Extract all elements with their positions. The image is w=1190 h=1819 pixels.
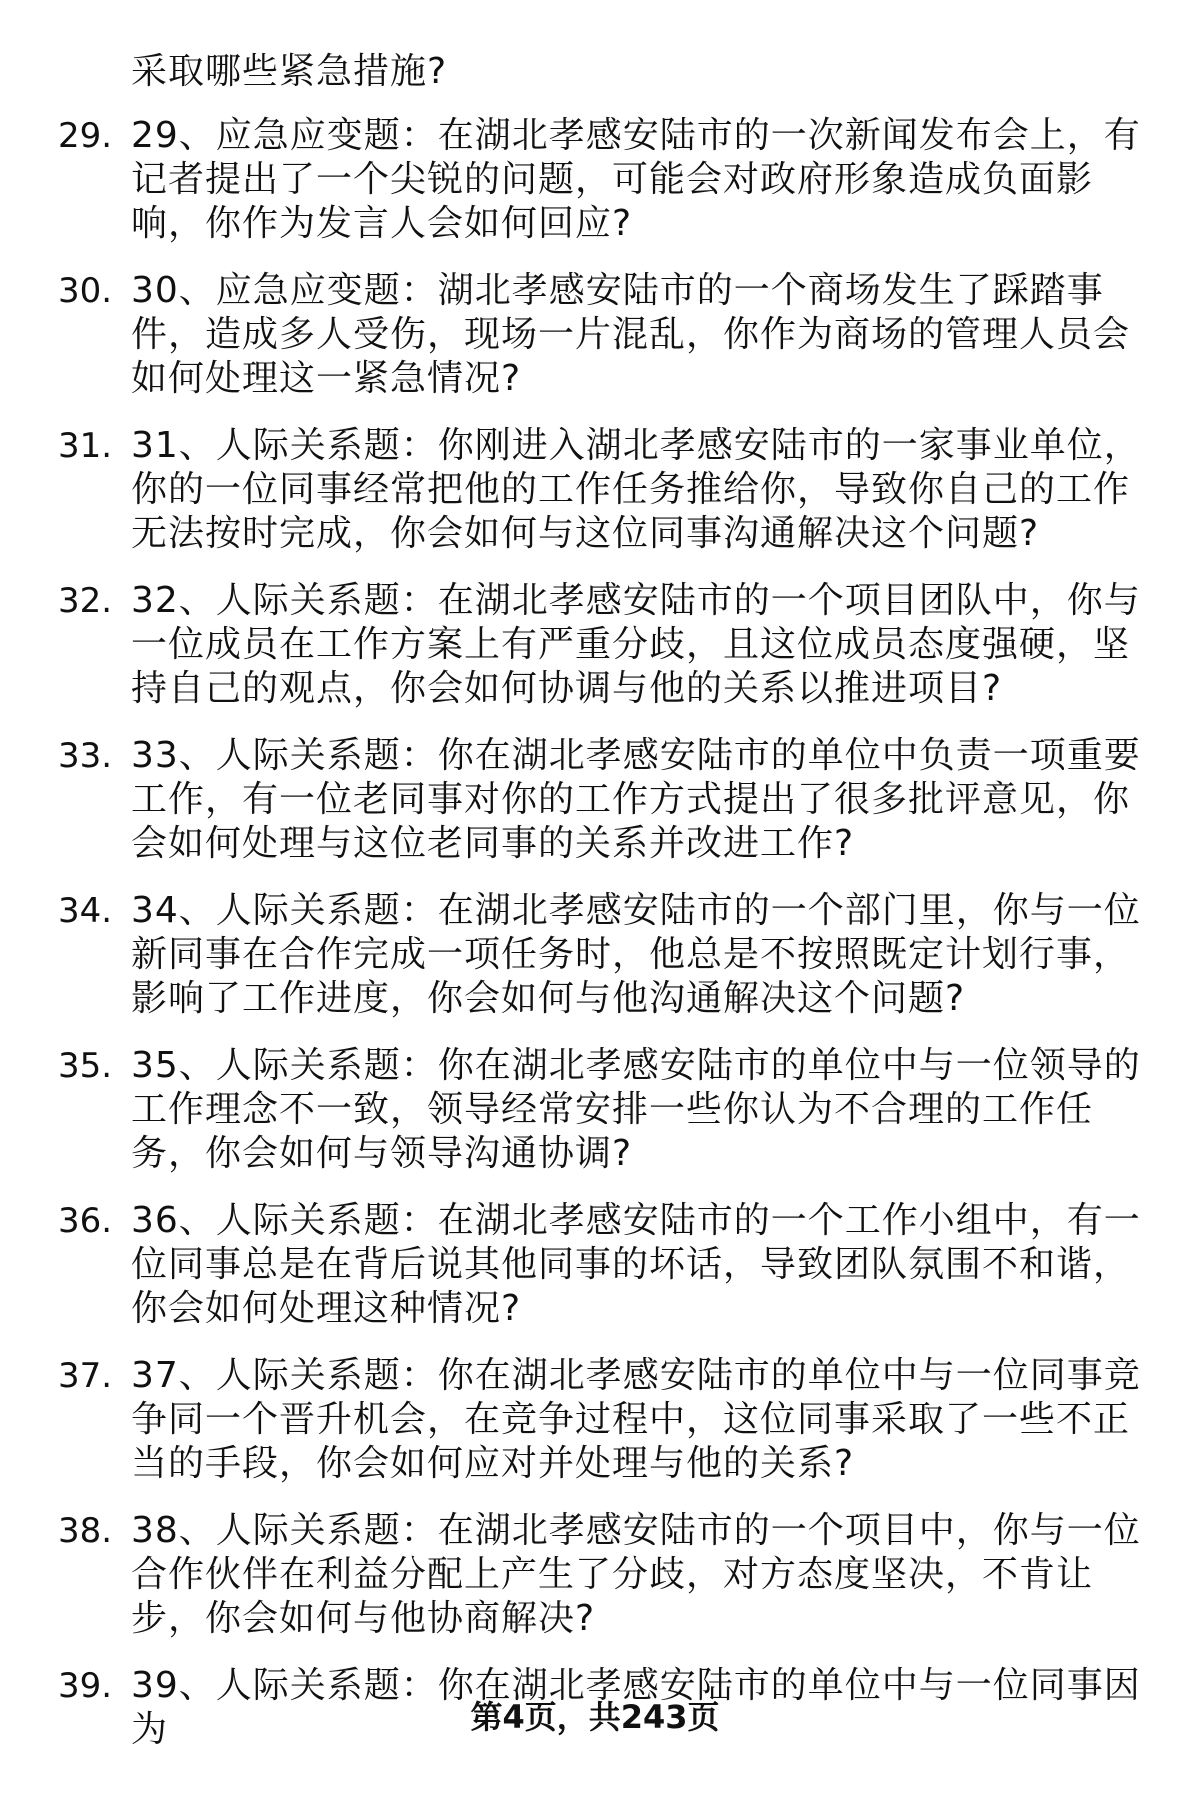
question-number: 29. [58, 116, 113, 156]
question-number: 32. [58, 581, 113, 621]
page-footer: 第4页，共243页 [470, 1698, 720, 1736]
question-text: 34、人际关系题：在湖北孝感安陆市的一个部门里，你与一位新同事在合作完成一项任务时，他总是不按照既定计划行事，影响了工作进度，你会如何与他沟通解决这个问题? [131, 890, 1141, 1019]
question-number: 34. [58, 891, 113, 931]
question-text: 38、人际关系题：在湖北孝感安陆市的一个项目中，你与一位合作伙伴在利益分配上产生了分歧，对方态度坚决，不肯让步，你会如何与他协商解决? [131, 1510, 1141, 1639]
question-text: 33、人际关系题：你在湖北孝感安陆市的单位中负责一项重要工作，有一位老同事对你的工作方式提出了很多批评意见，你会如何处理与这位老同事的关系并改进工作? [131, 735, 1141, 864]
question-text: 31、人际关系题：你刚进入湖北孝感安陆市的一家事业单位，你的一位同事经常把他的工作任务推给你，导致你自己的工作无法按时完成，你会如何与这位同事沟通解决这个问题? [131, 425, 1141, 554]
question-item [0, 1664, 1190, 1819]
question-text: 29、应急应变题：在湖北孝感安陆市的一次新闻发布会上，有记者提出了一个尖锐的问题，可能会对政府形象造成负面影响，你作为发言人会如何回应? [131, 115, 1141, 244]
question-text: 37、人际关系题：你在湖北孝感安陆市的单位中与一位同事竞争同一个晋升机会，在竞争过程中，这位同事采取了一些不正当的手段，你会如何应对并处理与他的关系? [131, 1355, 1141, 1484]
question-item [0, 889, 1190, 1044]
question-number: 36. [58, 1201, 113, 1241]
question-number: 30. [58, 271, 113, 311]
question-list [0, 114, 1190, 1819]
question-number: 38. [58, 1511, 113, 1551]
question-number: 33. [58, 736, 113, 776]
question-item [0, 424, 1190, 579]
question-item [0, 734, 1190, 889]
question-item [0, 1354, 1190, 1509]
question-text: 36、人际关系题：在湖北孝感安陆市的一个工作小组中，有一位同事总是在背后说其他同事的坏话，导致团队氛围不和谐，你会如何处理这种情况? [131, 1200, 1141, 1329]
question-item [0, 579, 1190, 734]
question-text: 30、应急应变题：湖北孝感安陆市的一个商场发生了踩踏事件，造成多人受伤，现场一片混乱，你作为商场的管理人员会如何处理这一紧急情况? [131, 270, 1131, 399]
question-text: 35、人际关系题：你在湖北孝感安陆市的单位中与一位领导的工作理念不一致，领导经常安排一些你认为不合理的工作任务，你会如何与领导沟通协调? [131, 1045, 1141, 1174]
question-number: 31. [58, 426, 113, 466]
question-item [0, 1044, 1190, 1199]
question-text: 39、人际关系题：你在湖北孝感安陆市的单位中与一位同事因为 [131, 1665, 1141, 1750]
question-text: 32、人际关系题：在湖北孝感安陆市的一个项目团队中，你与一位成员在工作方案上有严重分歧，且这位成员态度强硬，坚持自己的观点，你会如何协调与他的关系以推进项目? [131, 580, 1141, 709]
continued-question-text: 采取哪些紧急措施? [131, 51, 448, 92]
question-number: 35. [58, 1046, 113, 1086]
question-item [0, 1199, 1190, 1354]
question-item [0, 269, 1190, 424]
question-number: 39. [58, 1666, 113, 1706]
question-item [0, 1509, 1190, 1664]
question-item [0, 114, 1190, 269]
question-number: 37. [58, 1356, 113, 1396]
